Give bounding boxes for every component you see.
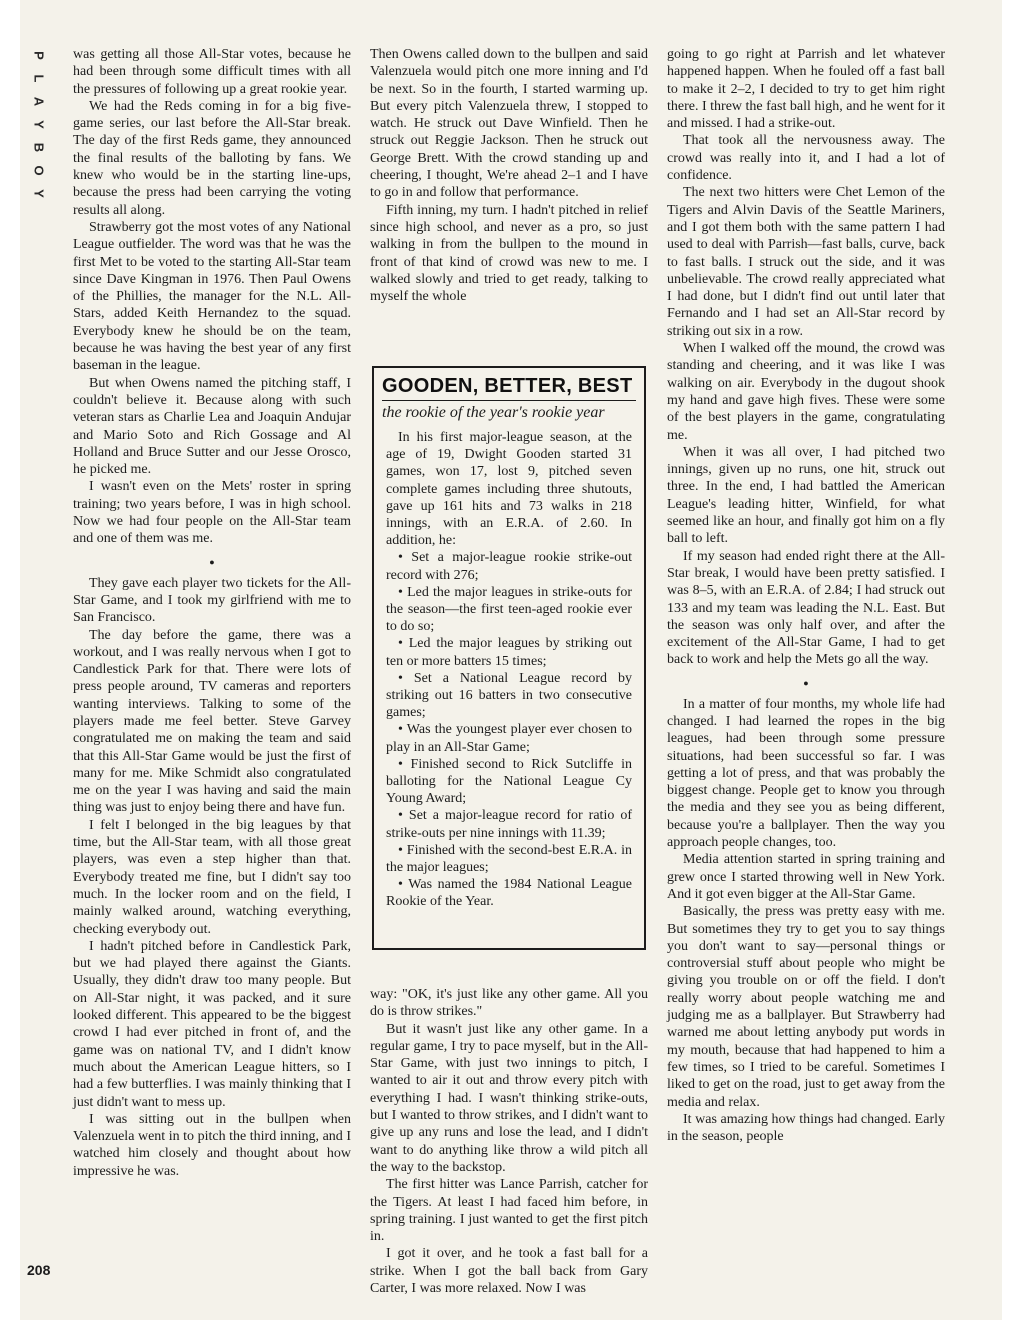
side-letter: O [31, 165, 47, 176]
paragraph: The first hitter was Lance Parrish, catcher for the Tigers. At least I had faced him before, in spring training. I just wanted to get the first pitch in. [370, 1177, 648, 1245]
paragraph: Then Owens called down to the bullpen and said Valenzuela would pitch one more inning and I'd be next. So in the fourth, I started warming up. But every pitch Valenzuela threw, I stopped to watch. He struck out Dave Winfield. Then he struck out Reggie Jackson. Then he struck out George Brett. With the crowd standing up and cheering, I thought, We're ahead 2–1 and I have to go in and follow that performance. [370, 47, 648, 201]
paragraph: They gave each player two tickets for the All-Star Game, and I took my girlfriend with me to San Francisco. [73, 575, 351, 626]
article-column-2-bottom [370, 986, 648, 1297]
paragraph: I wasn't even on the Mets' roster in spring training; two years before, I was in high school. Now we had four people on the All-Star team and one of them was me. [73, 479, 351, 547]
paragraph: I got it over, and he took a fast ball for a strike. When I got the ball back from Gary Carter, I was more relaxed. Now I was [370, 1246, 648, 1297]
section-break-mark: ● [209, 556, 215, 567]
sidebar-item: • Led the major leagues in strike-outs for the season—the first teen-aged rookie ever to do so; [386, 584, 632, 635]
sidebar-body [386, 429, 632, 911]
paragraph: But it wasn't just like any other game. In a regular game, I try to pace myself, but in the All-Star Game, with just two innings to pitch, I wanted to air it out and throw every pitch with everything I had. I wasn't thinking strike-outs, but I wanted to throw strikes, and I didn't want to give up any runs and lose the lead, and I didn't want to do anything like throw a wild pitch all the way to the backstop. [370, 1021, 648, 1175]
side-letter: L [31, 74, 47, 83]
sidebar-item: • Led the major leagues by striking out ten or more batters 15 times; [386, 636, 632, 669]
side-letter: P [31, 51, 47, 60]
paragraph: In a matter of four months, my whole life had changed. I had learned the ropes in the big leagues, had been through some pressure situations, had been successful so far. I was getting a lot of press, and that was probably the biggest change. People get to know you through the media and they see you as being different, because you're a ballplayer. Then the way you approach people changes, too. [667, 696, 945, 851]
paragraph: If my season had ended right there at the All-Star break, I would have been pretty satisfied. I was 8–5, with an E.R.A. of 2.84; I had struck out 133 and my team was leading the N.L. East. But the season was only half over, and after the excitement of the All-Star Game, I had to get back to work and help the Mets go all the way. [667, 548, 945, 668]
side-letter: Y [31, 120, 47, 129]
article-column-3 [667, 46, 945, 1286]
sidebar-intro: In his first major-league season, at the age of 19, Dwight Gooden started 31 games, won 17, lost 9, pitched seven complete games including three shutouts, gave up 161 hits and 73 walks in 218 innings, with an E.R.A. of 2.60. In addition, he: [386, 430, 632, 549]
section-break-mark: ● [803, 677, 809, 688]
sidebar-box [372, 366, 646, 950]
paragraph: was getting all those All-Star votes, because he had been through some difficult times with all the pressures of following up a great rookie year. [73, 47, 351, 97]
paragraph: That took all the nervousness away. The crowd was really into it, and I had a lot of confidence. [667, 133, 945, 184]
paragraph: The day before the game, there was a workout, and I was really nervous when I got to Candlestick Park for that. There were lots of press people around, TV cameras and reporters wanting interviews. Talking to some of the players made me feel better. Steve Garvey congratulated me on making the team and said that this All-Star Game would be just the first of many for me. Mike Schmidt also congratulated me on the year I was having and said the main thing was just to enjoy being there and have fun. [73, 627, 351, 816]
sidebar-subtitle: the rookie of the year's rookie year [382, 404, 605, 421]
paragraph: When I walked off the mound, the crowd was standing and cheering, and it was like I was walking on air. Everybody in the dugout shook my hand and gave high fives. These were some of the best players in the game, congratulating me. [667, 341, 945, 443]
paragraph: way: "OK, it's just like any other game. All you do is throw strikes." [370, 987, 648, 1020]
paragraph: Fifth inning, my turn. I hadn't pitched in relief since high school, and never as a pro, so just walking in from the bullpen to the mound in front of that kind of crowd was new to me. I walked slowly and tried to get ready, talking to myself the whole [370, 202, 648, 305]
sidebar-item: • Set a major-league record for ratio of strike-outs per nine innings with 11.39; [386, 808, 632, 841]
paragraph: I felt I belonged in the big leagues by that time, but the All-Star team, with all those great players, was even a step higher than that. Everybody treated me fine, but I didn't say too much. In the locker room and on the field, I mainly walked around, watching everything, checking everybody out. [73, 817, 351, 937]
article-column-1 [73, 46, 351, 1286]
sidebar-item: • Was named the 1984 National League Rookie of the Year. [386, 877, 632, 910]
sidebar-rule [382, 400, 636, 401]
side-letter: A [31, 96, 47, 107]
sidebar-title: GOODEN, BETTER, BEST [382, 375, 633, 397]
magazine-side-tab [29, 44, 49, 205]
paragraph: We had the Reds coming in for a big five-game series, our last before the All-Star break. The day of the first Reds game, they announced the final results of the balloting by fans. We knew who would be in the starting line-ups, because the press had been carrying the voting results all along. [73, 98, 351, 218]
paragraph: I was sitting out in the bullpen when Valenzuela went in to pitch the third inning, and I watched him closely and thought about how impressive he was. [73, 1111, 351, 1179]
paragraph: The next two hitters were Chet Lemon of the Tigers and Alvin Davis of the Seattle Mariners, and I got them both with the same pattern I had used to deal with Parrish—fast balls, curve, back to fast balls. I struck out the side, and it was unbelievable. The crowd really appreciated what I had done, but I didn't find out until later that Fernando and I had set an All-Star record by striking out six in a row. [667, 185, 945, 339]
paragraph: Strawberry got the most votes of any National League outfielder. The word was that he was the first Met to be voted to the starting All-Star team since Dave Kingman in 1976. Then Paul Owens of the Phillies, the manager for the N.L. All-Stars, added Keith Hernandez to the squad. Everybody knew he should be on the team, because he was having the best year of any first baseman in the league. [73, 219, 351, 374]
paragraph: When it was all over, I had pitched two innings, given up no runs, one hit, struck out three. In the end, I had battled the American League's leading hitter, Winfield, for what seemed like an hour, and finally got him on a fly ball to left. [667, 444, 945, 547]
paragraph: Basically, the press was pretty easy with me. But sometimes they try to get you to say things you don't want to say—personal things or controversial stuff about people who might be giving you trouble on or off the field. I don't really worry about people watching me and judging me as a ballplayer. But Strawberry had warned me about letting anybody put words in my mouth, because that had happened to him a few times, so I tried to be careful. Sometimes I liked to get on the road, just to get away from the media and relax. [667, 904, 945, 1110]
sidebar-item: • Finished second to Rick Sutcliffe in balloting for the National League Cy Young Award; [386, 756, 632, 807]
paragraph: going to go right at Parrish and let whatever happened happen. When he fouled off a fast ball to make it 2–2, I decided to try to get him right there. I threw the fast ball high, and he went for it and missed. I had a strike-out. [667, 47, 945, 132]
sidebar-item: • Set a major-league rookie strike-out record with 276; [386, 550, 632, 583]
paragraph: I hadn't pitched before in Candlestick Park, but we had played there against the Giants. Usually, they didn't draw too many people. But on All-Star night, it was packed, and it sure looked different. This appeared to be the biggest crowd I had ever pitched in front of, and the game was on national TV, and I didn't know much about the American League hitters, so I had a few butterflies. I was mainly thinking that I just didn't want to mess up. [73, 938, 351, 1110]
side-letter: B [31, 142, 47, 153]
sidebar-item: • Set a National League record by striking out 16 batters in two consecutive games; [386, 670, 632, 721]
sidebar-item: • Was the youngest player ever chosen to play in an All-Star Game; [386, 722, 632, 755]
sidebar-item: • Finished with the second-best E.R.A. in the major leagues; [386, 842, 632, 876]
page-number: 208 [27, 1262, 51, 1278]
paragraph: It was amazing how things had changed. Early in the season, people [667, 1111, 945, 1145]
side-letter: Y [31, 189, 47, 198]
paragraph: Media attention started in spring training and grew once I started throwing well in New York. And it got even bigger at the All-Star Game. [667, 852, 945, 902]
paragraph: But when Owens named the pitching staff, I couldn't believe it. Because along with such veteran stars as Charlie Lea and Joaquin Andujar and Mario Soto and Rich Gossage and Al Holland and Bruce Sutter and our Jesse Orosco, he picked me. [73, 375, 351, 478]
article-column-2-top [370, 46, 648, 336]
